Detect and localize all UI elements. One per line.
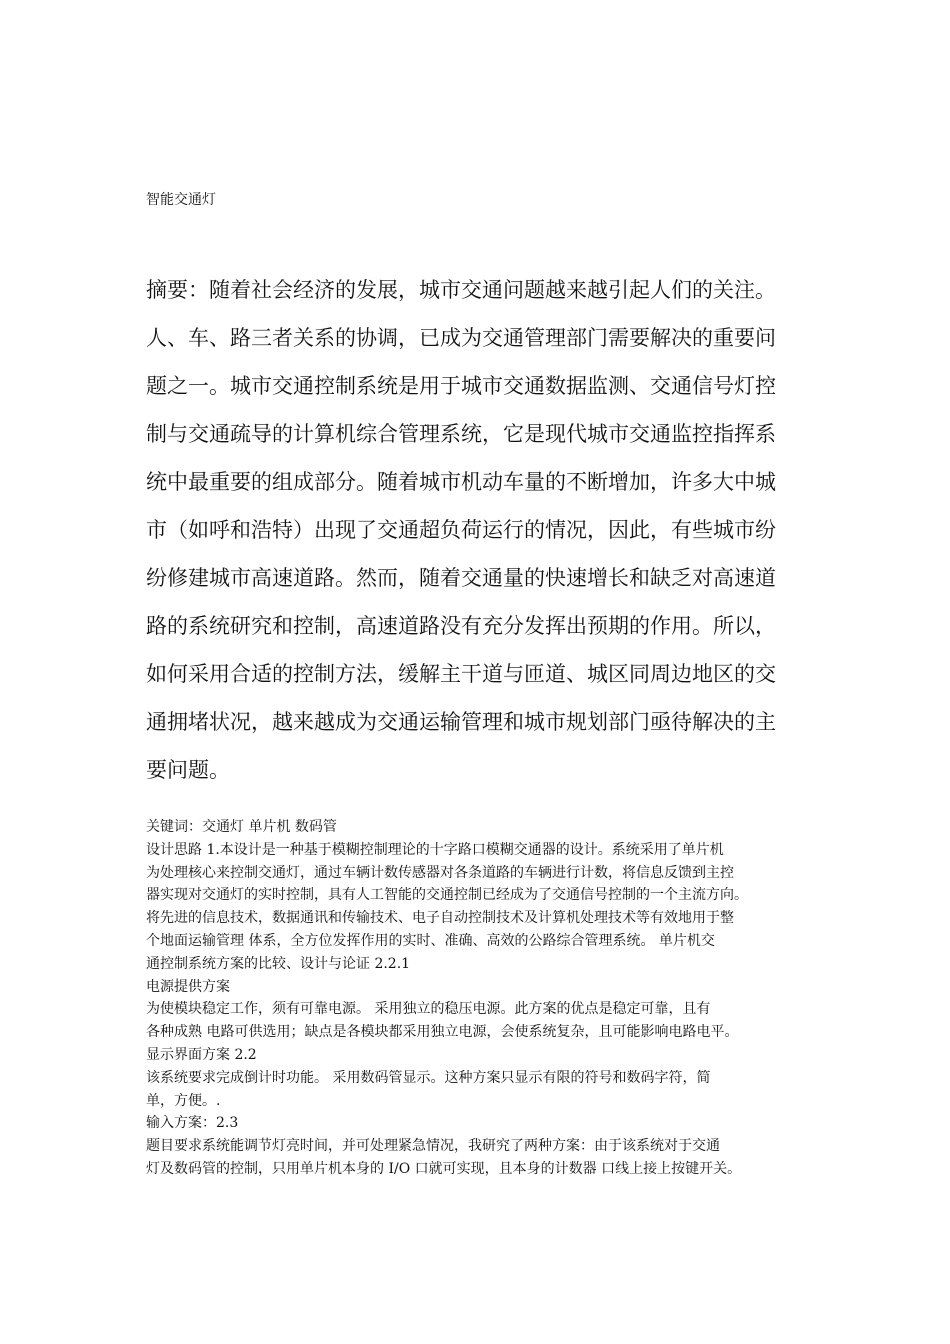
document-title: 智能交通灯	[146, 192, 216, 208]
body-text-section	[146, 816, 826, 1181]
section-heading: 显示界面方案 2.2	[146, 1046, 257, 1063]
abstract-line: 如何采用合适的控制方法，缓解主干道与匝道、城区同周边地区的交	[146, 662, 776, 686]
section-heading: 电源提供方案	[146, 978, 230, 995]
body-line: 为使模块稳定工作，须有可靠电源。 采用独立的稳压电源。此方案的优点是稳定可靠，且有	[146, 1001, 711, 1018]
body-line: 各种成熟 电路可供选用；缺点是各模块都采用独立电源，会使系统复杂，且可能影响电路电平。	[146, 1024, 739, 1041]
abstract-line: 通拥堵状况，越来越成为交通运输管理和城市规划部门亟待解决的主	[146, 710, 776, 734]
abstract-line: 要问题。	[146, 758, 230, 782]
section-heading: 输入方案：2.3	[146, 1115, 239, 1132]
body-line: 单，方便。.	[146, 1092, 221, 1109]
body-line: 灯及数码管的控制，只用单片机本身的 I/O 口就可实现，且本身的计数器 口线上接上按键开关。	[146, 1160, 742, 1177]
body-line: 个地面运输管理 体系，全方位发挥作用的实时、准确、高效的公路综合管理系统。 单片机交	[146, 932, 715, 949]
body-line: 通控制系统方案的比较、设计与论证 2.2.1	[146, 955, 411, 972]
body-line: 器实现对交通灯的实时控制，具有人工智能的交通控制已经成为了交通信号控制的一个主流方向。	[146, 887, 748, 904]
body-line: 该系统要求完成倒计时功能。 采用数码管显示。这种方案只显示有限的符号和数码字符，简	[146, 1069, 711, 1086]
abstract-line: 市（如呼和浩特）出现了交通超负荷运行的情况，因此，有些城市纷	[146, 518, 776, 542]
abstract-line: 题之一。城市交通控制系统是用于城市交通数据监测、交通信号灯控	[146, 374, 776, 398]
abstract-line: 人、车、路三者关系的协调，已成为交通管理部门需要解决的重要问	[146, 326, 776, 350]
body-line: 设计思路 1.本设计是一种基于模糊控制理论的十字路口模糊交通器的设计。系统采用了单片机	[146, 841, 724, 858]
body-line: 题目要求系统能调节灯亮时间，并可处理紧急情况，我研究了两种方案：由于该系统对于交通	[146, 1138, 720, 1155]
body-line: 为处理核心来控制交通灯，通过车辆计数传感器对各条道路的车辆进行计数，将信息反馈到主控	[146, 864, 734, 881]
keywords-line: 关键词：交通灯 单片机 数码管	[146, 819, 337, 835]
abstract-line: 制与交通疏导的计算机综合管理系统，它是现代城市交通监控指挥系	[146, 422, 776, 446]
abstract-line: 摘要：随着社会经济的发展，城市交通问题越来越引起人们的关注。	[146, 278, 776, 302]
abstract-line: 路的系统研究和控制，高速道路没有充分发挥出预期的作用。所以，	[146, 614, 776, 638]
body-line: 将先进的信息技术，数据通讯和传输技术、电子自动控制技术及计算机处理技术等有效地用于整	[146, 910, 734, 927]
abstract-line: 纷修建城市高速道路。然而，随着交通量的快速增长和缺乏对高速道	[146, 566, 776, 590]
abstract-line: 统中最重要的组成部分。随着城市机动车量的不断增加，许多大中城	[146, 470, 776, 494]
abstract-section	[146, 266, 816, 794]
